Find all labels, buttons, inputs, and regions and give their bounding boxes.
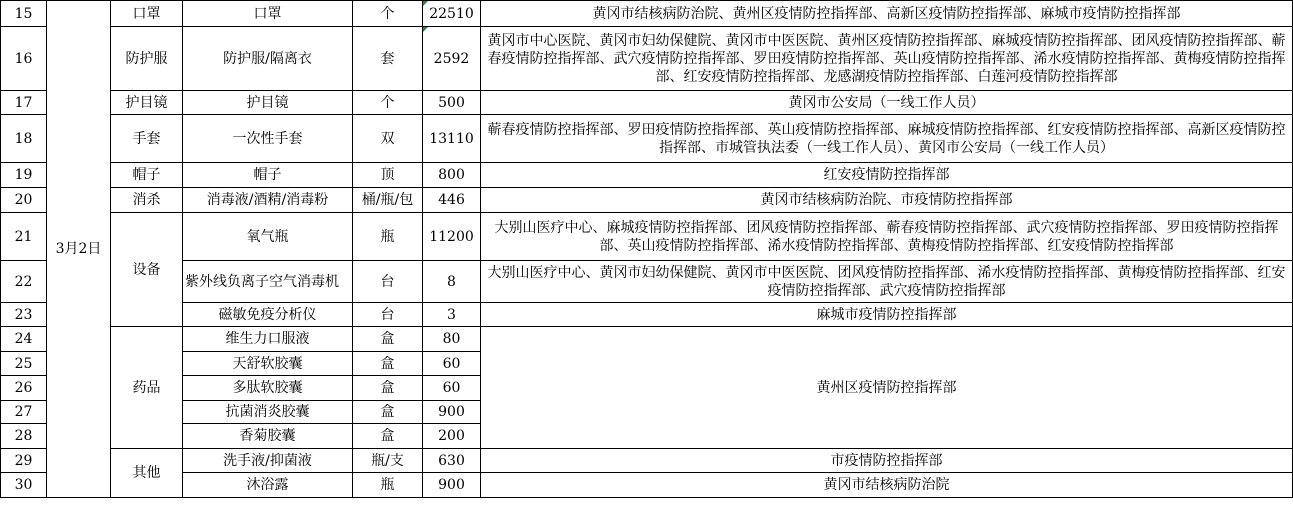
row-number[interactable]: 17 bbox=[1, 91, 47, 115]
quantity-cell[interactable]: 500 bbox=[423, 91, 481, 115]
item-cell[interactable]: 氧气瓶 bbox=[183, 213, 353, 261]
destination-cell[interactable]: 市疫情防控指挥部 bbox=[481, 449, 1293, 473]
category-cell[interactable]: 口罩 bbox=[111, 1, 183, 27]
row-number[interactable]: 30 bbox=[1, 473, 47, 498]
item-cell[interactable]: 磁敏免疫分析仪 bbox=[183, 303, 353, 327]
unit-cell[interactable]: 桶/瓶/包 bbox=[353, 188, 423, 213]
row-number[interactable]: 29 bbox=[1, 449, 47, 473]
quantity-cell[interactable]: 800 bbox=[423, 163, 481, 188]
quantity-cell[interactable]: 60 bbox=[423, 352, 481, 376]
destination-cell[interactable]: 大别山医疗中心、黄冈市妇幼保健院、黄冈市中医医院、团风疫情防控指挥部、浠水疫情防控指挥部、黄梅疫情防控指挥部、红安疫情防控指挥部、武穴疫情防控指挥部 bbox=[481, 261, 1293, 303]
quantity-cell[interactable]: 900 bbox=[423, 473, 481, 498]
category-cell[interactable]: 帽子 bbox=[111, 163, 183, 188]
unit-cell[interactable]: 瓶 bbox=[353, 213, 423, 261]
table-row bbox=[1, 163, 1293, 188]
item-cell[interactable]: 抗菌消炎胶囊 bbox=[183, 401, 353, 424]
comment-marker-icon bbox=[423, 27, 428, 32]
item-cell[interactable]: 护目镜 bbox=[183, 91, 353, 115]
category-cell[interactable]: 防护服 bbox=[111, 27, 183, 91]
item-cell[interactable]: 天舒软胶囊 bbox=[183, 352, 353, 376]
row-number[interactable]: 27 bbox=[1, 401, 47, 424]
row-number[interactable]: 21 bbox=[1, 213, 47, 261]
unit-cell[interactable]: 个 bbox=[353, 1, 423, 27]
quantity-value: 22510 bbox=[429, 5, 474, 22]
table-row bbox=[1, 27, 1293, 91]
row-number[interactable]: 15 bbox=[1, 1, 47, 27]
item-cell[interactable]: 紫外线负离子空气消毒机 bbox=[183, 261, 353, 303]
date-cell[interactable]: 3月2日 bbox=[47, 1, 111, 498]
row-number[interactable]: 26 bbox=[1, 376, 47, 401]
destination-cell[interactable]: 黄冈市公安局（一线工作人员） bbox=[481, 91, 1293, 115]
unit-cell[interactable]: 台 bbox=[353, 261, 423, 303]
category-cell[interactable]: 药品 bbox=[111, 327, 183, 449]
quantity-cell[interactable]: 11200 bbox=[423, 213, 481, 261]
row-number[interactable]: 24 bbox=[1, 327, 47, 352]
item-cell[interactable]: 一次性手套 bbox=[183, 115, 353, 163]
unit-cell[interactable]: 瓶 bbox=[353, 473, 423, 498]
quantity-value: 2592 bbox=[433, 50, 470, 67]
row-number[interactable]: 22 bbox=[1, 261, 47, 303]
category-cell[interactable]: 其他 bbox=[111, 449, 183, 498]
table-row bbox=[1, 261, 1293, 303]
row-number[interactable]: 20 bbox=[1, 188, 47, 213]
table-row bbox=[1, 327, 1293, 352]
item-cell[interactable]: 口罩 bbox=[183, 1, 353, 27]
table-row bbox=[1, 115, 1293, 163]
unit-cell[interactable]: 台 bbox=[353, 303, 423, 327]
unit-cell[interactable]: 个 bbox=[353, 91, 423, 115]
unit-cell[interactable]: 盒 bbox=[353, 424, 423, 449]
row-number[interactable]: 19 bbox=[1, 163, 47, 188]
item-cell[interactable]: 香菊胶囊 bbox=[183, 424, 353, 449]
unit-cell[interactable]: 盒 bbox=[353, 401, 423, 424]
item-cell[interactable]: 防护服/隔离衣 bbox=[183, 27, 353, 91]
destination-cell[interactable]: 大别山医疗中心、麻城疫情防控指挥部、团风疫情防控指挥部、蕲春疫情防控指挥部、武穴疫情防控指挥部、罗田疫情防控指挥部、英山疫情防控指挥部、浠水疫情防控指挥部、黄梅疫情防控指挥部、红安疫情防控指挥部 bbox=[481, 213, 1293, 261]
table-row bbox=[1, 213, 1293, 261]
table-row bbox=[1, 91, 1293, 115]
unit-cell[interactable]: 顶 bbox=[353, 163, 423, 188]
quantity-cell[interactable]: 8 bbox=[423, 261, 481, 303]
row-number[interactable]: 18 bbox=[1, 115, 47, 163]
table-row bbox=[1, 473, 1293, 498]
destination-cell[interactable]: 麻城市疫情防控指挥部 bbox=[481, 303, 1293, 327]
unit-cell[interactable]: 瓶/支 bbox=[353, 449, 423, 473]
item-cell[interactable]: 多肽软胶囊 bbox=[183, 376, 353, 401]
quantity-cell[interactable] bbox=[423, 1, 481, 27]
table-row bbox=[1, 1, 1293, 27]
quantity-cell[interactable]: 446 bbox=[423, 188, 481, 213]
quantity-cell[interactable]: 900 bbox=[423, 401, 481, 424]
destination-cell[interactable]: 黄冈市结核病防治院 bbox=[481, 473, 1293, 498]
row-number[interactable]: 28 bbox=[1, 424, 47, 449]
comment-marker-icon bbox=[423, 1, 428, 6]
row-number[interactable]: 16 bbox=[1, 27, 47, 91]
item-cell[interactable]: 洗手液/抑菌液 bbox=[183, 449, 353, 473]
category-cell[interactable]: 手套 bbox=[111, 115, 183, 163]
table-row bbox=[1, 449, 1293, 473]
unit-cell[interactable]: 双 bbox=[353, 115, 423, 163]
quantity-cell[interactable]: 13110 bbox=[423, 115, 481, 163]
destination-cell[interactable]: 黄冈市结核病防治院、黄州区疫情防控指挥部、高新区疫情防控指挥部、麻城市疫情防控指挥部 bbox=[481, 1, 1293, 27]
destination-cell[interactable]: 黄州区疫情防控指挥部 bbox=[481, 327, 1293, 449]
item-cell[interactable]: 维生力口服液 bbox=[183, 327, 353, 352]
row-number[interactable]: 25 bbox=[1, 352, 47, 376]
quantity-cell[interactable]: 630 bbox=[423, 449, 481, 473]
item-cell[interactable]: 帽子 bbox=[183, 163, 353, 188]
unit-cell[interactable]: 盒 bbox=[353, 327, 423, 352]
destination-cell[interactable]: 红安疫情防控指挥部 bbox=[481, 163, 1293, 188]
category-cell[interactable]: 护目镜 bbox=[111, 91, 183, 115]
unit-cell[interactable]: 盒 bbox=[353, 376, 423, 401]
destination-cell[interactable]: 黄冈市中心医院、黄冈市妇幼保健院、黄冈市中医医院、黄州区疫情防控指挥部、麻城疫情防控指挥部、团风疫情防控指挥部、蕲春疫情防控指挥部、武穴疫情防控指挥部、罗田疫情防控指挥部、英山疫情防控指挥部、浠水疫情防控指挥部、黄梅疫情防控指挥部、红安疫情防控指挥部、龙感湖疫情防控指挥部、白莲河疫情防控指挥部 bbox=[481, 27, 1293, 91]
item-cell[interactable]: 沐浴露 bbox=[183, 473, 353, 498]
category-cell[interactable]: 消杀 bbox=[111, 188, 183, 213]
destination-cell[interactable]: 黄冈市结核病防治院、市疫情防控指挥部 bbox=[481, 188, 1293, 213]
destination-cell[interactable]: 蕲春疫情防控指挥部、罗田疫情防控指挥部、英山疫情防控指挥部、麻城疫情防控指挥部、红安疫情防控指挥部、高新区疫情防控指挥部、市城管执法委（一线工作人员）、黄冈市公安局（一线工作人员） bbox=[481, 115, 1293, 163]
table-row bbox=[1, 303, 1293, 327]
unit-cell[interactable]: 套 bbox=[353, 27, 423, 91]
table-row bbox=[1, 188, 1293, 213]
row-number[interactable]: 23 bbox=[1, 303, 47, 327]
quantity-cell[interactable]: 80 bbox=[423, 327, 481, 352]
quantity-cell[interactable]: 3 bbox=[423, 303, 481, 327]
quantity-cell[interactable]: 200 bbox=[423, 424, 481, 449]
quantity-cell[interactable] bbox=[423, 27, 481, 91]
item-cell[interactable]: 消毒液/酒精/消毒粉 bbox=[183, 188, 353, 213]
category-cell[interactable]: 设备 bbox=[111, 213, 183, 327]
quantity-cell[interactable]: 60 bbox=[423, 376, 481, 401]
unit-cell[interactable]: 盒 bbox=[353, 352, 423, 376]
